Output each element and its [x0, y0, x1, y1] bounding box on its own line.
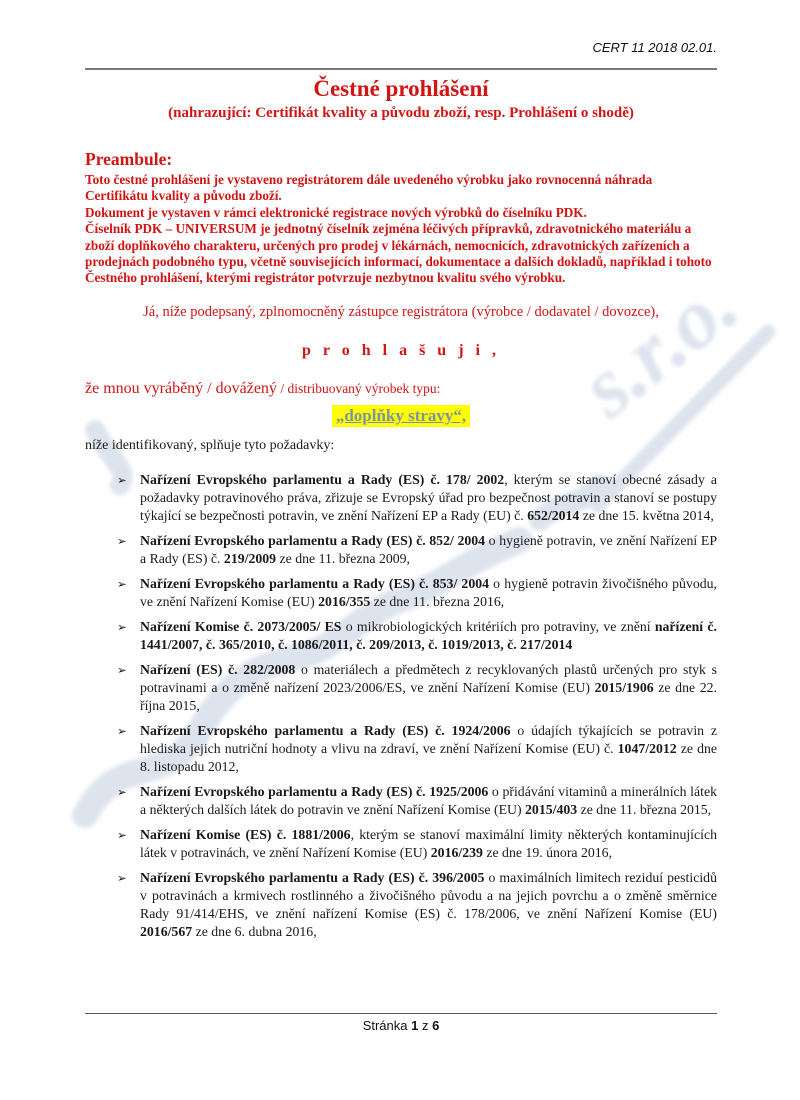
regulation-text — [140, 618, 717, 654]
regulation-item — [117, 826, 717, 862]
regulation-text-segment: 652/2014 — [527, 507, 580, 523]
watermark-text: s.r.o. — [562, 254, 756, 435]
regulation-text — [140, 869, 717, 941]
page-title: Čestné prohlášení — [313, 76, 489, 101]
declaration-intro: Já, níže podepsaný, zplnomocněný zástupce registrátora (výrobce / dodavatel / dovozce), — [143, 303, 659, 320]
declaration-follow-up: níže identifikovaný, splňuje tyto požadavky: — [85, 437, 335, 453]
regulations-list — [85, 471, 717, 941]
footer-divider — [85, 1013, 717, 1014]
regulation-text-segment: Nařízení Evropského parlamentu a Rady (ES) č. 178/ 2002 — [140, 471, 505, 487]
list-bullet-icon: ➢ — [117, 723, 127, 738]
page-footer — [85, 1013, 717, 1033]
header-divider — [85, 68, 717, 70]
regulation-text-segment: 2015/1906 — [594, 679, 654, 695]
regulation-text-segment: o mikrobiologických kritériích pro potraviny, ve znění — [341, 618, 655, 634]
regulation-text-segment: o hygieně potravin, ve znění Nařízení EP a Rady (ES) č. — [140, 532, 718, 566]
product-type-highlight: „doplňky stravy“, — [332, 405, 470, 427]
list-bullet-icon: ➢ — [117, 870, 127, 885]
list-bullet-icon: ➢ — [117, 533, 127, 548]
product-type-row — [85, 405, 717, 427]
regulation-text-segment: ze dne 11. března 2015, — [577, 801, 712, 817]
product-line-small: / distribuovaný výrobek typu: — [276, 380, 441, 396]
regulation-text-segment: o materiálech a předmětech z recyklovaných plastů určených pro styk s potravinami a o změně nařízení 2023/2006/ES, ve znění Nařízení Komise (EU) — [140, 661, 717, 695]
regulation-item — [117, 661, 717, 715]
regulation-item — [117, 869, 717, 941]
page-subtitle: (nahrazující: Certifikát kvality a původu zboží, resp. Prohlášení o shodě) — [168, 105, 634, 121]
regulation-text-segment: o hygieně potravin živočišného původu, ve znění Nařízení Komise (EU) — [140, 575, 717, 609]
regulation-text-segment: Nařízení Evropského parlamentu a Rady (ES) č. 1924/2006 — [140, 722, 511, 738]
list-bullet-icon: ➢ — [117, 472, 127, 487]
regulation-text — [140, 661, 717, 715]
preamble-paragraph: Dokument je vystaven v rámci elektronické registrace nových výrobků do číselníku PDK. — [85, 204, 587, 220]
regulation-text-segment: 2016/239 — [430, 844, 483, 860]
list-bullet-icon: ➢ — [117, 619, 127, 634]
preamble-paragraph: Toto čestné prohlášení je vystaveno registrátorem dále uvedeného výrobku jako rovnocenná náhrada Certifikátu kvality a původu zboží. — [85, 172, 653, 204]
regulation-text — [140, 532, 717, 568]
regulation-text — [140, 826, 717, 862]
declaration-product-line — [85, 380, 717, 398]
regulation-text-segment: 2015/403 — [525, 801, 578, 817]
regulation-text-segment: o údajích týkajících se potravin z hlediska jejich nutriční hodnoty a vlivu na zdraví, ve znění Nařízení Komise (EU) č. — [140, 722, 717, 756]
regulation-text-segment: , kterým se stanoví maximální limity některých kontaminujících látek v potravinách, ve znění Nařízení Komise (EU) — [140, 826, 717, 860]
preamble-body — [85, 172, 717, 287]
list-bullet-icon: ➢ — [117, 827, 127, 842]
product-line-large: že mnou vyráběný / dovážený — [85, 379, 277, 397]
regulation-text-segment: 219/2009 — [223, 550, 277, 566]
list-bullet-icon: ➢ — [117, 576, 127, 591]
preambule-heading: Preambule: — [85, 149, 173, 169]
regulation-text-segment: Nařízení (ES) č. 282/2008 — [140, 661, 296, 677]
list-bullet-icon: ➢ — [117, 662, 127, 677]
regulation-text-segment: o přidávání vitaminů a minerálních látek a některých dalších látek do potravin ve znění Nařízení Komise (EU) — [140, 783, 717, 817]
regulation-item — [117, 532, 717, 568]
regulation-text-segment: Nařízení Komise č. 2073/2005/ ES — [140, 618, 342, 634]
page-number-total: 6 — [432, 1018, 440, 1033]
regulation-text-segment: 1047/2012 — [617, 740, 677, 756]
regulation-text — [140, 722, 717, 776]
regulation-text-segment: Nařízení Evropského parlamentu a Rady (ES) č. 396/2005 — [140, 869, 485, 885]
regulation-item — [117, 783, 717, 819]
page-number-current: 1 — [411, 1018, 419, 1033]
regulation-text-segment: Nařízení Evropského parlamentu a Rady (ES) č. 853/ 2004 — [140, 575, 490, 591]
regulation-text-segment: ze dne 6. dubna 2016, — [192, 923, 317, 939]
regulation-item — [117, 575, 717, 611]
document-reference: CERT 11 2018 02.01. — [592, 40, 717, 55]
regulation-text — [140, 783, 717, 819]
regulation-text-segment: o maximálních limitech reziduí pesticidů v potravinách a krmivech rostlinného a živočišného původu a na jejich povrchu a o změně směrnice Rady 91/414/EHS, ve znění nařízení Komise (ES) č. 178/2006, ve znění Nařízení Komise (EU) — [140, 869, 717, 921]
regulation-text-segment: ze dne 11. března 2009, — [276, 550, 411, 566]
preamble-paragraph: Číselník PDK – UNIVERSUM je jednotný číselník zejména léčivých přípravků, zdravotnického materiálu a zboží doplňkového charakteru, určených pro prodej v lékárnách, nemocnicích, zdravotnických zařízeních a prodejnách podobného typu, včetně souvisejících informací, dokumentace a dalších dokladů, například i tohoto Čestného prohlášení, kterými registrátor potvrzuje nezbytnou kvalitu svého výrobku. — [85, 221, 712, 286]
regulation-text-segment: Nařízení Evropského parlamentu a Rady (ES) č. 1925/2006 — [140, 783, 489, 799]
regulation-item — [117, 471, 717, 525]
regulation-text-segment: 2016/355 — [318, 593, 371, 609]
regulation-text-segment: ze dne 15. května 2014, — [579, 507, 714, 523]
regulation-item — [117, 722, 717, 776]
regulation-text-segment: , kterým se stanoví obecné zásady a požadavky potravinového práva, zřizuje se Evropský úřad pro bezpečnost potravin a stanoví se postupy týkající se bezpečnosti potravin, ve znění Nařízení EP a Rady (EU) č. — [140, 471, 717, 523]
regulation-text-segment: ze dne 22. října 2015, — [140, 679, 717, 713]
regulation-text-segment: 2016/567 — [140, 923, 193, 939]
regulation-text-segment: Nařízení Evropského parlamentu a Rady (ES) č. 852/ 2004 — [140, 532, 486, 548]
page-number-label: Stránka — [362, 1018, 412, 1033]
declaration-verb: p r o h l a š u j i , — [302, 341, 500, 359]
regulation-text-segment: ze dne 11. března 2016, — [370, 593, 505, 609]
regulation-text-segment: nařízení č. 1441/2007, č. 365/2010, č. 1086/2011, č. 209/2013, č. 1019/2013, č. 217/2014 — [140, 618, 717, 652]
regulation-text-segment: ze dne 19. února 2016, — [482, 844, 613, 860]
regulation-item — [117, 618, 717, 654]
regulation-text-segment: Nařízení Komise (ES) č. 1881/2006 — [140, 826, 351, 842]
regulation-text-segment: ze dne 8. listopadu 2012, — [140, 740, 717, 774]
list-bullet-icon: ➢ — [117, 784, 127, 799]
regulation-text — [140, 575, 717, 611]
regulation-text — [140, 471, 717, 525]
page-number — [85, 1018, 717, 1033]
page-number-of: z — [418, 1018, 433, 1033]
